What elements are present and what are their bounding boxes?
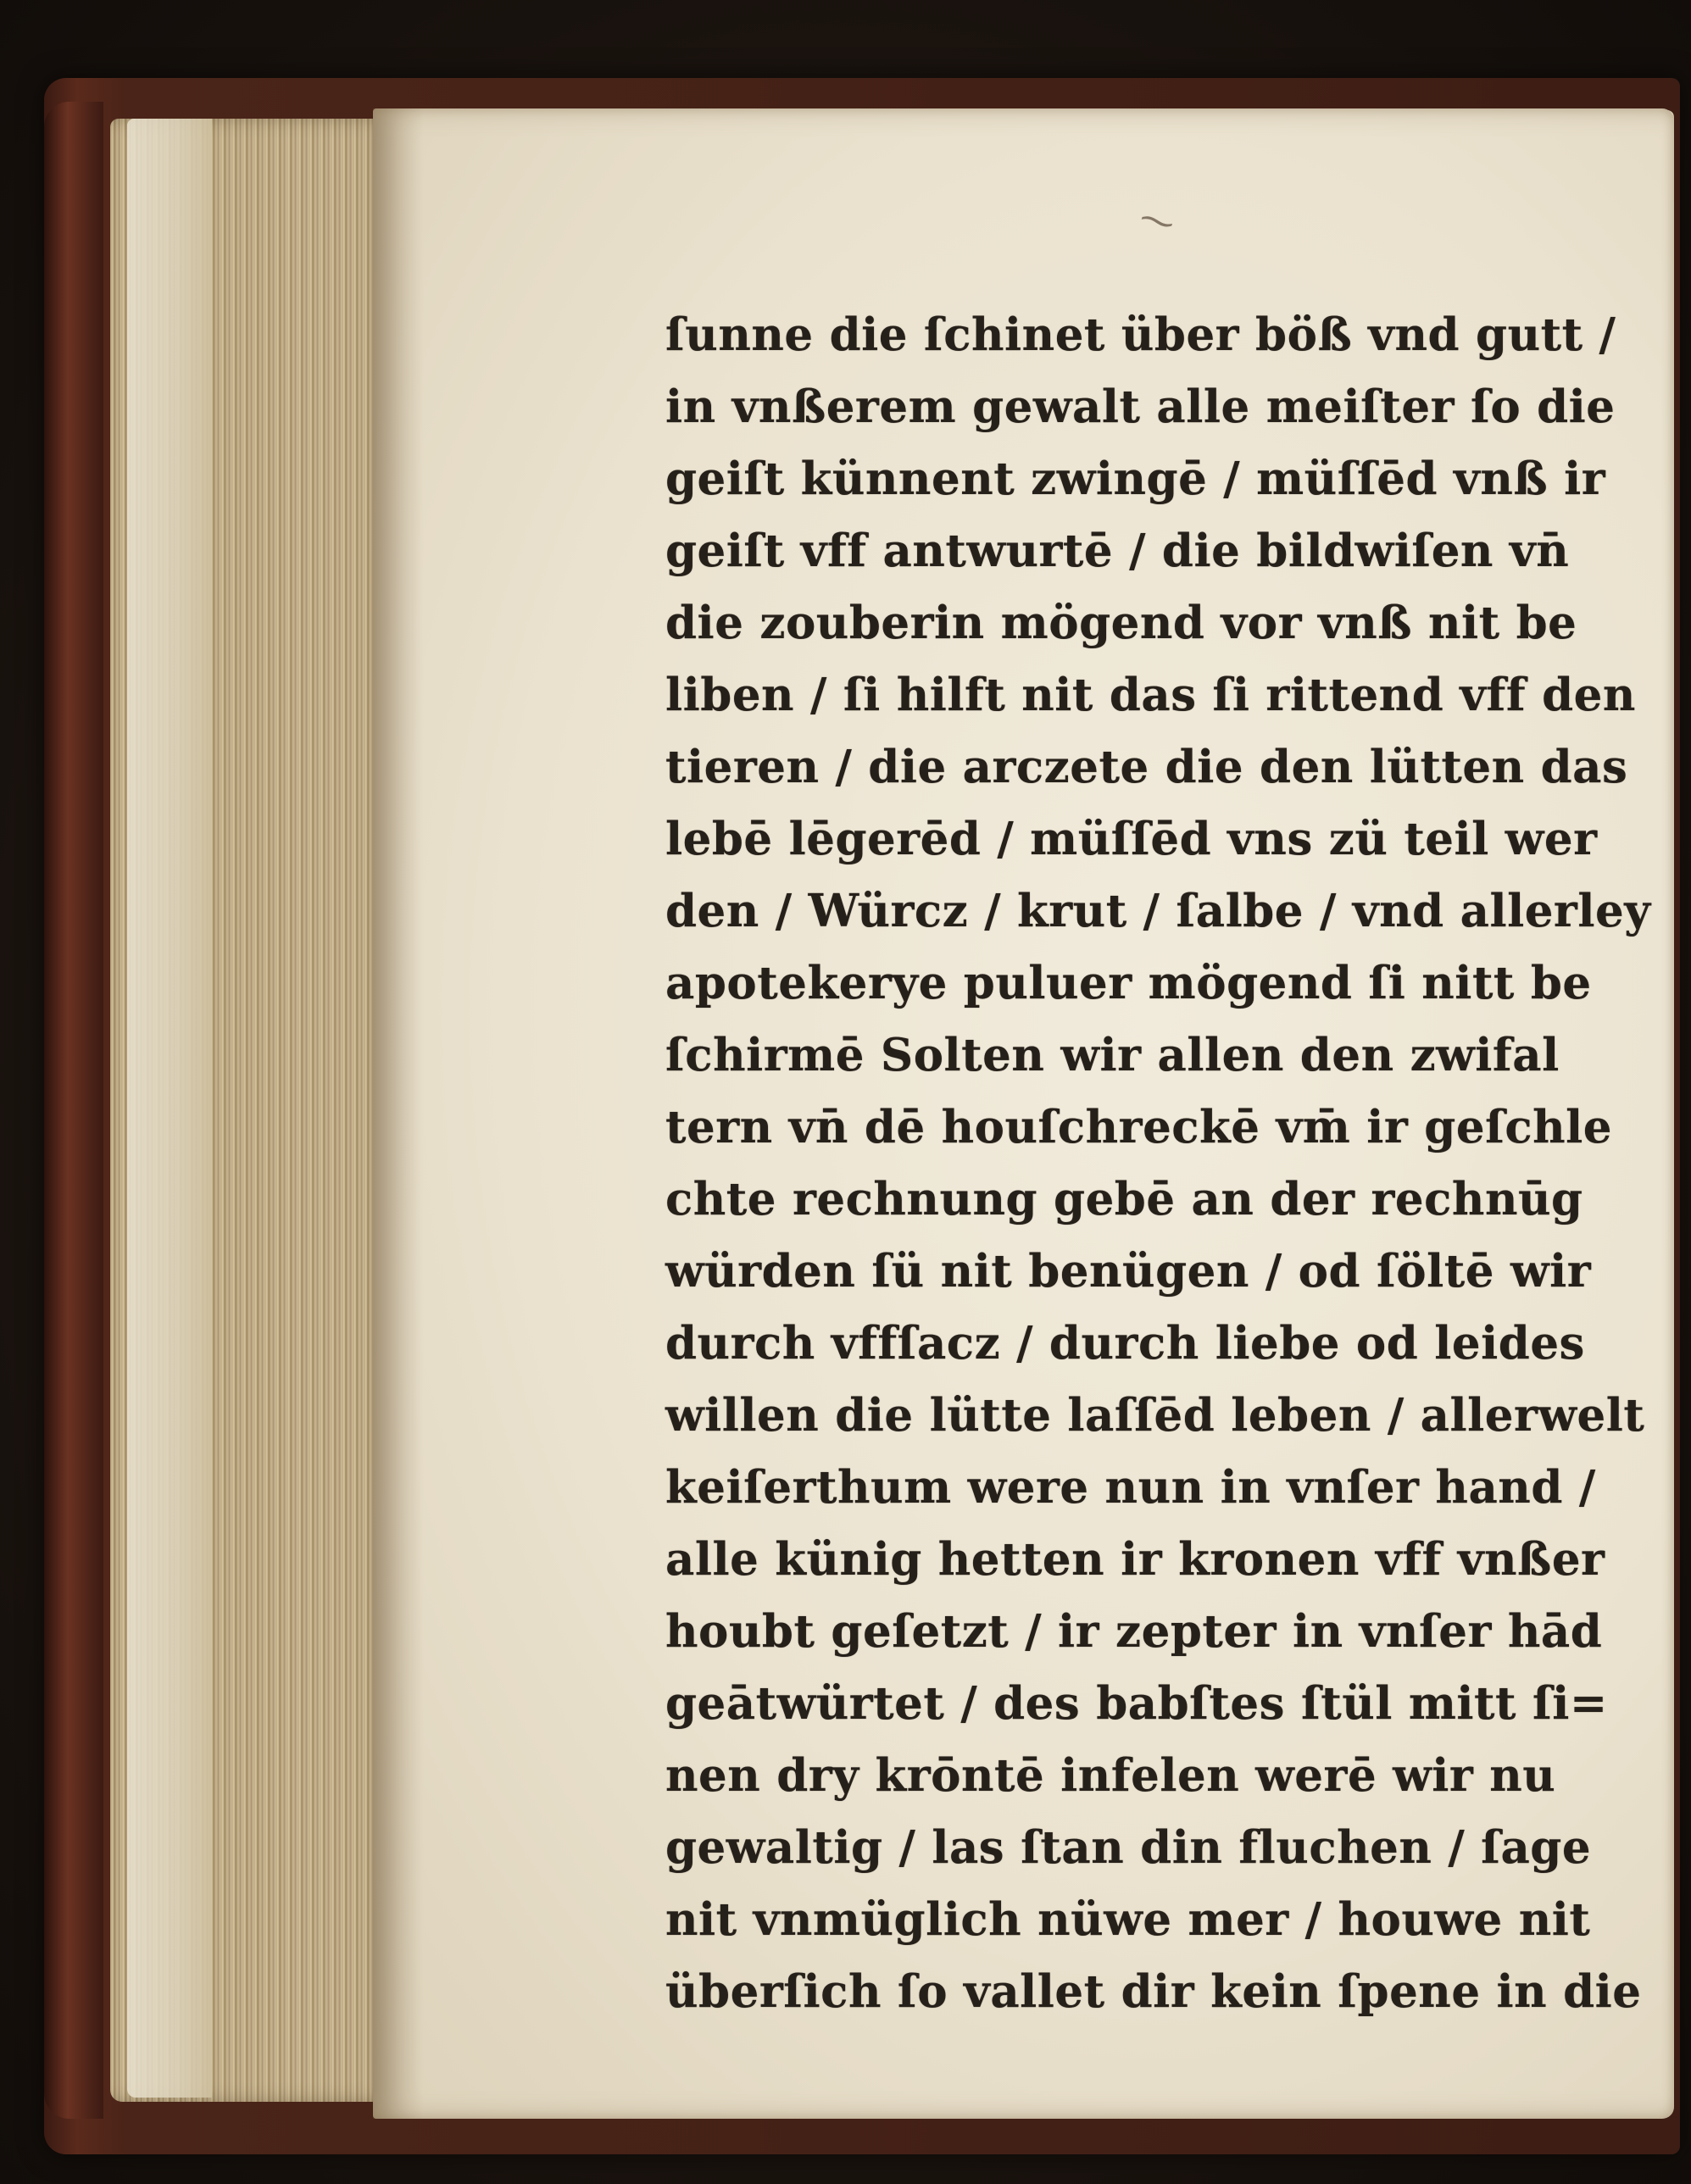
ink-mark: ⁓	[1134, 197, 1180, 246]
page-stack-highlight	[127, 119, 212, 2098]
text-line: apotekerye puluer mögend ſi nitt be	[665, 957, 1592, 1009]
text-line: chte rechnung gebē an der rechnūg	[665, 1173, 1583, 1225]
text-line: in vnßerem gewalt alle meiſter ſo die	[665, 381, 1616, 433]
text-line: nen dry krōntē infelen werē wir nu	[665, 1749, 1556, 1802]
book-page	[373, 108, 1674, 2119]
text-line: die zouberin mögend vor vnß nit be	[665, 597, 1577, 649]
text-line: nit vnmüglich nüwe mer / houwe nit	[665, 1893, 1591, 1946]
text-line: houbt geſetzt / ir zepter in vnſer hād	[665, 1605, 1603, 1658]
text-line: durch vffſacz / durch liebe od leides	[665, 1317, 1585, 1370]
text-line: ſunne die ſchinet über böß vnd gutt /	[665, 308, 1616, 361]
text-line: tieren / die arczete die den lütten das	[665, 741, 1628, 793]
text-line: geiſt vff antwurtē / die bildwiſen vn̄	[665, 525, 1570, 577]
text-line: gewaltig / las ſtan din fluchen / ſage	[665, 1821, 1592, 1874]
text-line: alle künig hetten ir kronen vff vnßer	[665, 1533, 1605, 1586]
text-line: den / Würcz / krut / ſalbe / vnd allerley	[665, 885, 1651, 937]
text-line: keiſerthum were nun in vnſer hand /	[665, 1461, 1596, 1514]
text-line: würden ſü nit benügen / od ſöltē wir	[665, 1245, 1592, 1298]
text-line: lebē lēgerēd / müſſēd vns zü teil wer	[665, 813, 1598, 865]
gutter-shadow	[373, 108, 424, 2119]
book-spine	[44, 102, 103, 2119]
text-line: willen die lütte laſſēd leben / allerwelt	[665, 1389, 1645, 1442]
text-line: tern vn̄ dē houſchreckē vm̄ ir geſchle	[665, 1101, 1613, 1153]
text-line: geiſt künnent zwingē / müſſēd vnß ir	[665, 453, 1606, 505]
page-text-block	[665, 299, 1651, 2028]
text-line: ſchirmē Solten wir allen den zwifal	[665, 1029, 1560, 1081]
text-line: liben / ſi hilft nit das ſi rittend vff den	[665, 669, 1636, 721]
text-line: geātwürtet / des babſtes ſtül mitt ſi=	[665, 1677, 1608, 1730]
text-line: überſich ſo vallet dir kein ſpene in die	[665, 1965, 1642, 2018]
